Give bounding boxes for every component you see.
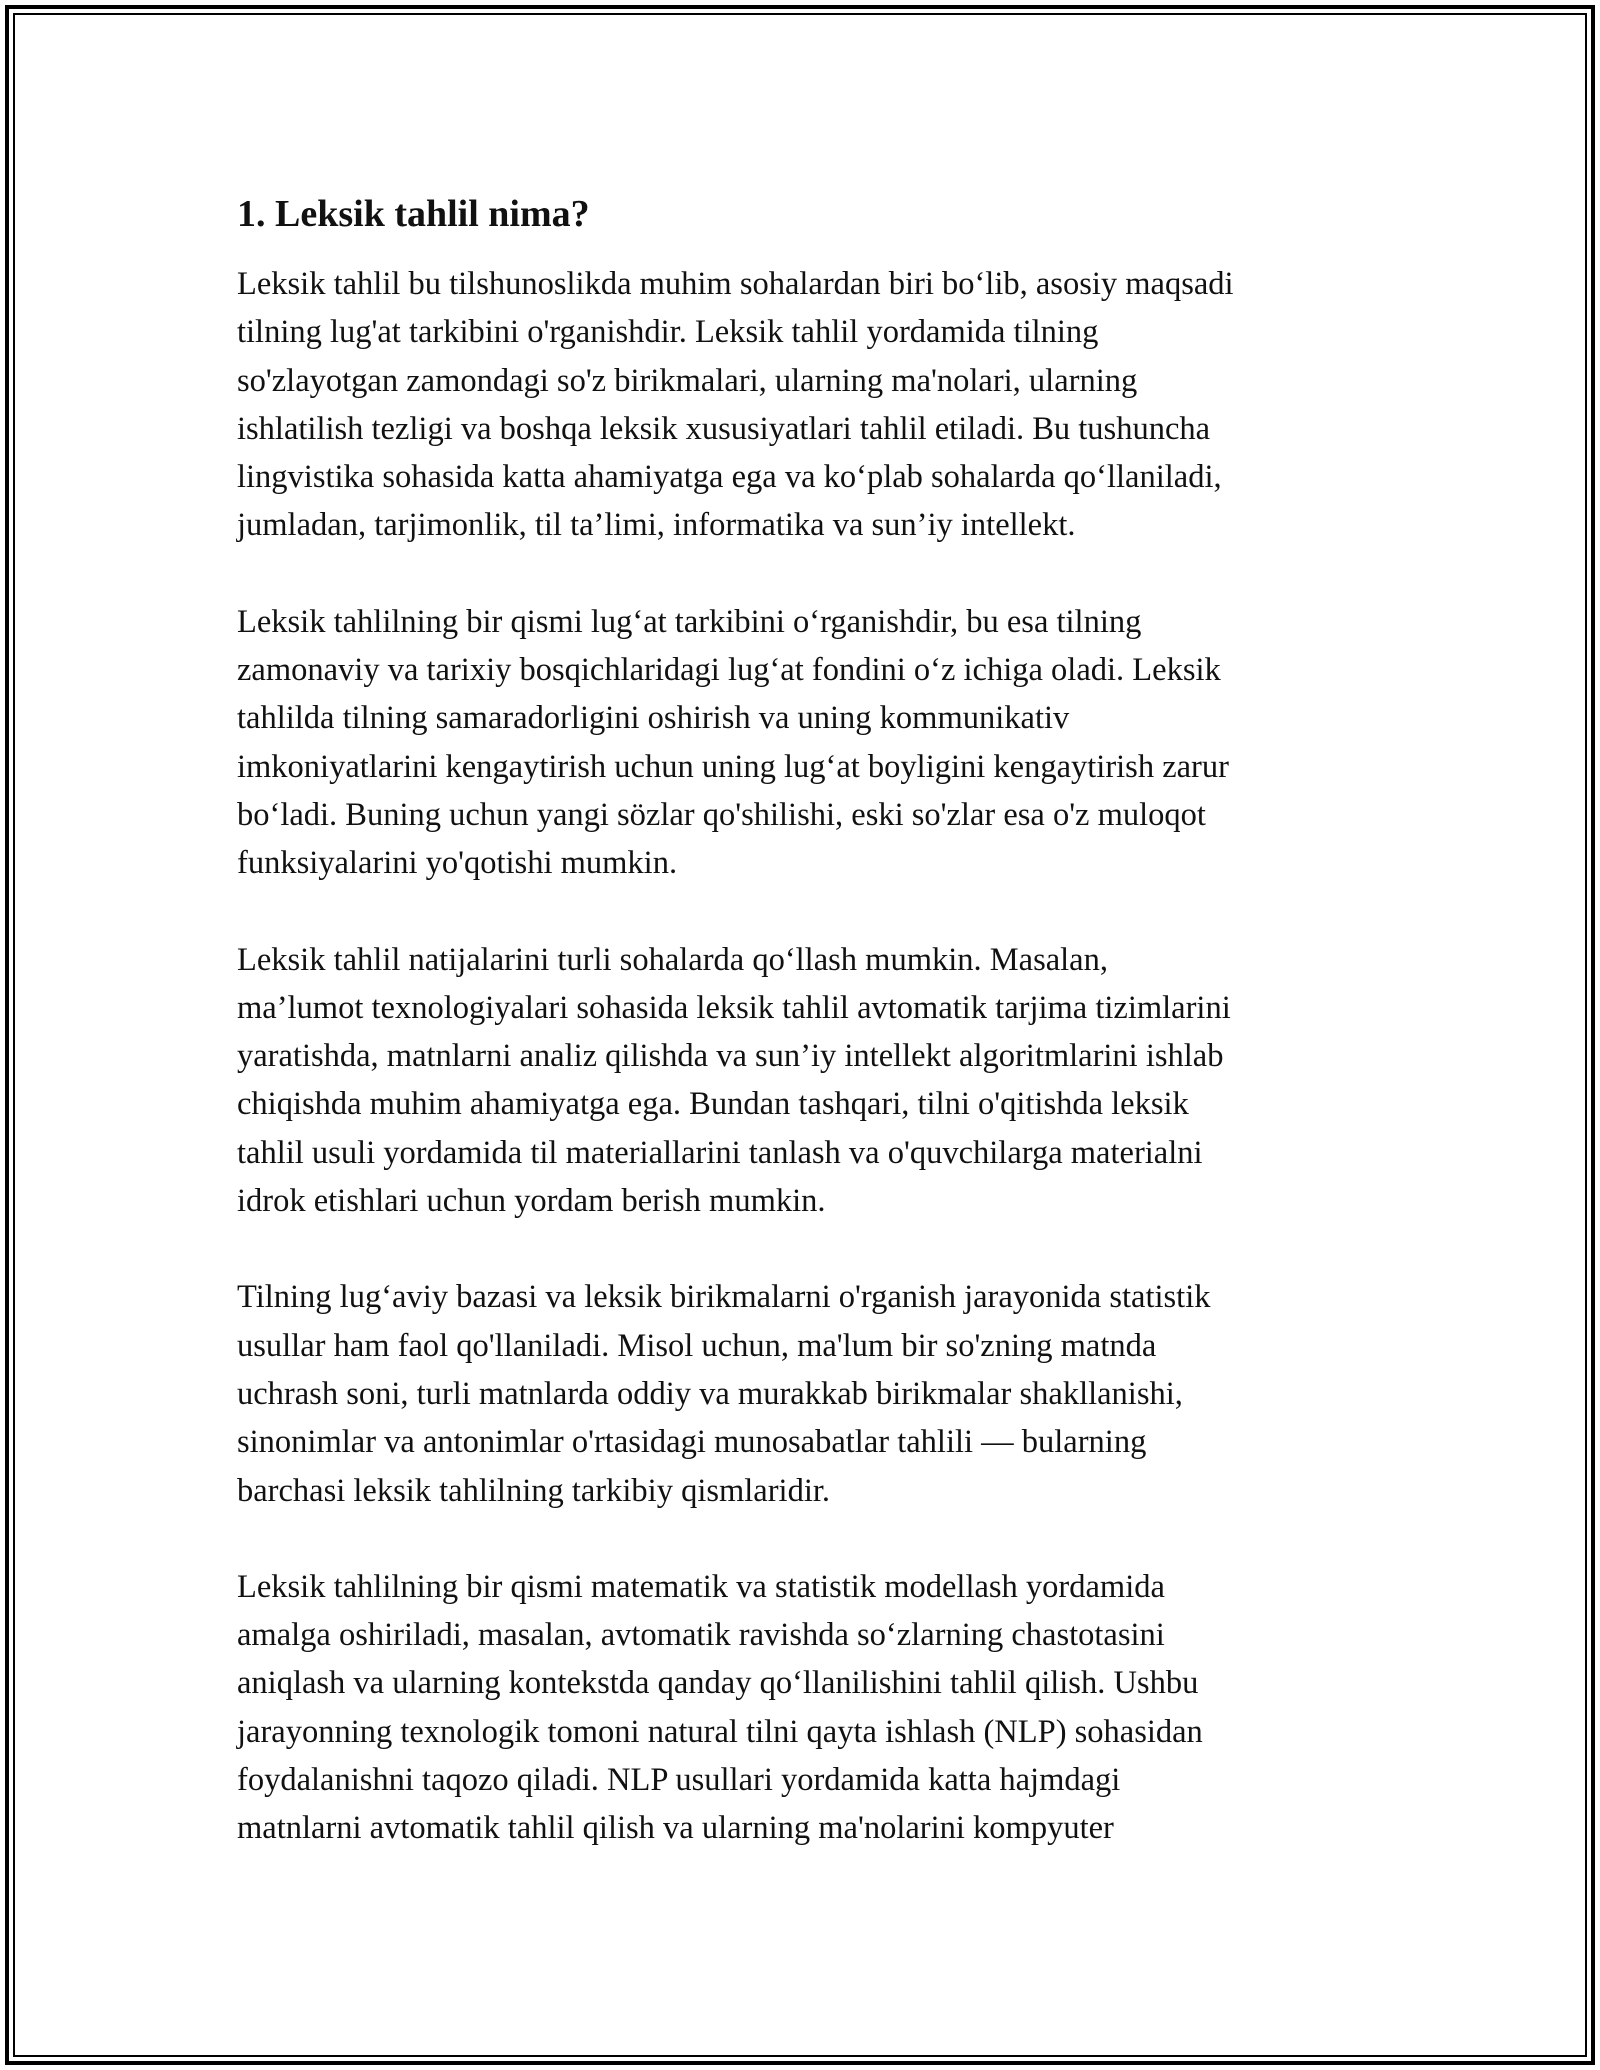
- paragraph-line: tilning lug'at tarkibini o'rganishdir. Leksik tahlil yordamida tilning: [237, 314, 1099, 351]
- paragraph-line: foydalanishni taqozo qiladi. NLP usullari yordamida katta hajmdagi: [237, 1762, 1121, 1799]
- paragraph-3: [237, 936, 1367, 1226]
- paragraph-line: Tilning lug‘aviy bazasi va leksik birikmalarni o'rganish jarayonida statistik: [237, 1279, 1211, 1316]
- paragraph-5: [237, 1563, 1367, 1853]
- paragraph-line: funksiyalarini yo'qotishi mumkin.: [237, 845, 678, 882]
- paragraph-line: lingvistika sohasida katta ahamiyatga ega va ko‘plab sohalarda qo‘llaniladi,: [237, 459, 1222, 496]
- paragraph-line: so'zlayotgan zamondagi so'z birikmalari, ularning ma'nolari, ularning: [237, 362, 1138, 399]
- paragraph-line: uchrash soni, turli matnlarda oddiy va murakkab birikmalar shakllanishi,: [237, 1375, 1183, 1412]
- paragraph-line: imkoniyatlarini kengaytirish uchun uning lug‘at boyligini kengaytirish zarur: [237, 748, 1229, 785]
- paragraph-line: sinonimlar va antonimlar o'rtasidagi munosabatlar tahlili — bularning: [237, 1424, 1147, 1461]
- paragraph-line: Leksik tahlil bu tilshunoslikda muhim sohalardan biri bo‘lib, asosiy maqsadi: [237, 266, 1234, 302]
- paragraph-line: bo‘ladi. Buning uchun yangi sözlar qo'shilishi, eski so'zlar esa o'z muloqot: [237, 796, 1206, 833]
- document-body: [237, 190, 1367, 1853]
- paragraph-line: jarayonning texnologik tomoni natural tilni qayta ishlash (NLP) sohasidan: [237, 1713, 1203, 1750]
- paragraph-1: [237, 260, 1367, 550]
- paragraph-line: Leksik tahlil natijalarini turli sohalarda qo‘llash mumkin. Masalan,: [237, 941, 1108, 978]
- paragraph-line: chiqishda muhim ahamiyatga ega. Bundan tashqari, tilni o'qitishda leksik: [237, 1086, 1189, 1123]
- paragraph-line: aniqlash va ularning kontekstda qanday qo‘llanilishini tahlil qilish. Ushbu: [237, 1665, 1199, 1702]
- paragraph-2: [237, 598, 1367, 888]
- paragraph-line: barchasi leksik tahlilning tarkibiy qismlaridir.: [237, 1472, 831, 1509]
- paragraph-line: tahlilda tilning samaradorligini oshirish va uning kommunikativ: [237, 700, 1070, 737]
- paragraph-line: matnlarni avtomatik tahlil qilish va ularning ma'nolarini kompyuter: [237, 1810, 1114, 1847]
- paragraph-line: usullar ham faol qo'llaniladi. Misol uchun, ma'lum bir so'zning matnda: [237, 1327, 1157, 1364]
- paragraph-4: [237, 1273, 1367, 1514]
- paragraph-line: Leksik tahlilning bir qismi lug‘at tarkibini o‘rganishdir, bu esa tilning: [237, 603, 1142, 640]
- paragraph-line: ishlatilish tezligi va boshqa leksik xususiyatlari tahlil etiladi. Bu tushuncha: [237, 410, 1211, 447]
- paragraph-line: ma’lumot texnologiyalari sohasida leksik tahlil avtomatik tarjima tizimlarini: [237, 989, 1231, 1026]
- paragraph-line: yaratishda, matnlarni analiz qilishda va sun’iy intellekt algoritmlarini ishlab: [237, 1038, 1224, 1075]
- paragraph-line: jumladan, tarjimonlik, til ta’limi, informatika va sun’iy intellekt.: [237, 507, 1076, 544]
- paragraph-line: amalga oshiriladi, masalan, avtomatik ravishda so‘zlarning chastotasini: [237, 1617, 1165, 1654]
- paragraph-line: Leksik tahlilning bir qismi matematik va statistik modellash yordamida: [237, 1568, 1165, 1605]
- paragraph-line: idrok etishlari uchun yordam berish mumkin.: [237, 1183, 826, 1220]
- section-heading: 1. Leksik tahlil nima?: [237, 193, 590, 235]
- paragraph-line: zamonaviy va tarixiy bosqichlaridagi lug‘at fondini o‘z ichiga oladi. Leksik: [237, 652, 1221, 689]
- paragraph-line: tahlil usuli yordamida til materiallarini tanlash va o'quvchilarga materialni: [237, 1134, 1203, 1171]
